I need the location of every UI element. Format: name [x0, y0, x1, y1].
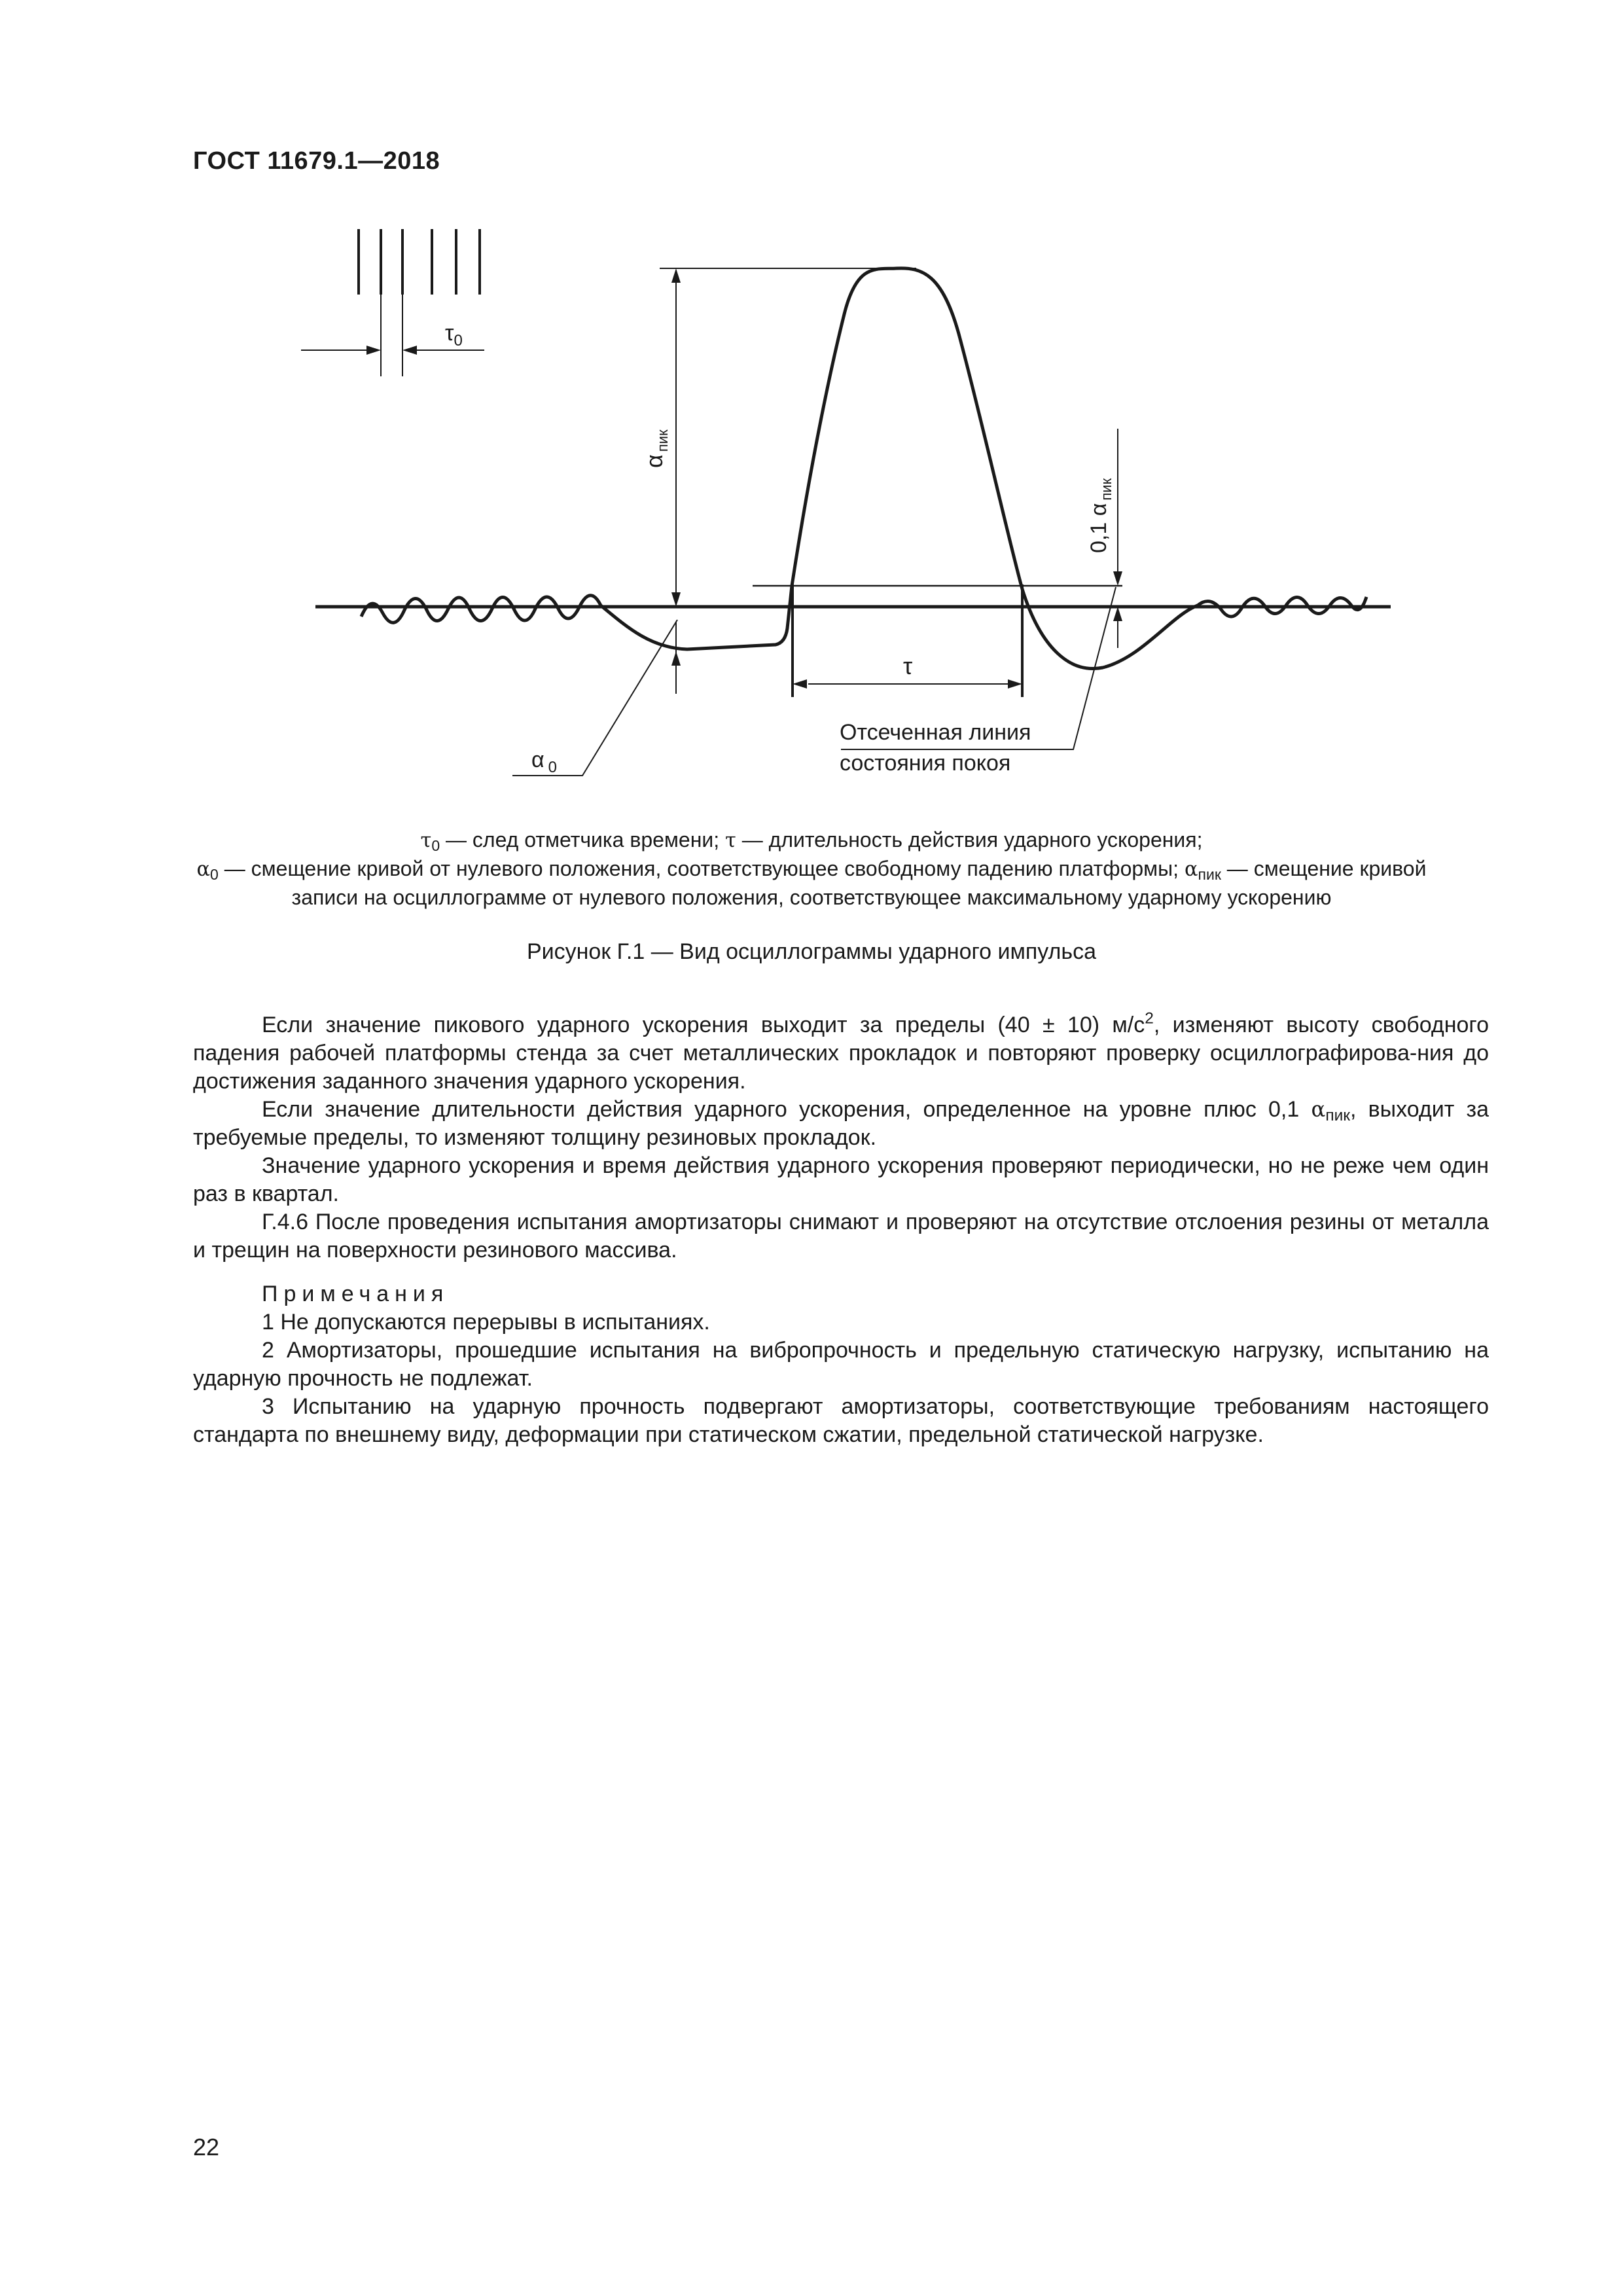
notes-title: Примечания [262, 1282, 450, 1306]
figure-caption: Рисунок Г.1 — Вид осциллограммы ударного импульса [526, 939, 1097, 964]
page-number: 22 [193, 2134, 220, 2161]
cutoff-label-line2: состояния покоя [840, 751, 1011, 776]
oscillogram-curve [361, 268, 1366, 669]
alpha-pik-label: $\alpha_{пик}$ [641, 429, 671, 468]
arrowhead [1113, 607, 1122, 621]
arrowhead [671, 268, 681, 283]
body-text [193, 1011, 1489, 1449]
arrowhead [793, 679, 807, 689]
arrowhead [671, 651, 681, 666]
tenth-alpha-pik-label: 0,1 $\alpha_{пик}$ [1086, 478, 1115, 553]
figure-legend [196, 826, 1427, 911]
arrowhead [366, 346, 381, 355]
document-header: ГОСТ 11679.1—2018 [193, 147, 440, 175]
tau0-label: $\tau_0$ [445, 321, 463, 350]
note-item: 1 Не допускаются перерывы в испытаниях. [262, 1310, 710, 1335]
legend-line-3: записи на осциллограмме от нулевого положения, соответствующее максимальному ударному ускорению [291, 886, 1332, 909]
paragraph: Если значение пикового ударного ускорения выходит за пределы (40 ± 10) $м/с^2$, изменяют высоту свободного падения рабочей платформы стенда за счет металлических прокладок и повторяют проверку осциллографирова-ния до достижения заданного значения ударного ускорения. [193, 1009, 1489, 1094]
alpha0-label: α $_0$ [531, 747, 558, 776]
arrowhead [1113, 571, 1122, 586]
legend-line-2: $\alpha_0$ — смещение кривой от нулевого положения, соответствующее свободному падению платформы; $\alpha_{пик}$ — смещение кривой [196, 857, 1427, 883]
tau-label: τ [903, 653, 913, 679]
legend-line-1: $\tau_0$ — след отметчика времени; τ — длительность действия ударного ускорения; [420, 828, 1203, 854]
paragraph: Г.4.6 После проведения испытания амортизаторы снимают и проверяют на отсутствие отслоения резины от металла и трещин на поверхности резинового массива. [193, 1210, 1489, 1263]
oscillogram-figure [0, 0, 1623, 825]
cutoff-label-line1: Отсеченная линия [840, 720, 1031, 745]
note-item: 2 Амортизаторы, прошедшие испытания на вибропрочность и предельную статическую нагрузку, испытанию на ударную прочность не подлежат. [193, 1338, 1489, 1391]
arrowhead [1008, 679, 1022, 689]
paragraph: Если значение длительности действия ударного ускорения, определенное на уровне плюс 0,1 $\alpha_{пик}$, выходит за требуемые пределы, то изменяют толщину резиновых прокладок. [193, 1097, 1489, 1150]
arrowhead [671, 592, 681, 607]
arrowhead [402, 346, 417, 355]
note-item: 3 Испытанию на ударную прочность подвергают амортизаторы, соответствующие требованиям настоящего стандарта по внешнему виду, деформации при статическом сжатии, предельной статической нагрузке. [193, 1394, 1489, 1447]
paragraph: Значение ударного ускорения и время действия ударного ускорения проверяют периодически, но не реже чем один раз в квартал. [193, 1153, 1489, 1206]
